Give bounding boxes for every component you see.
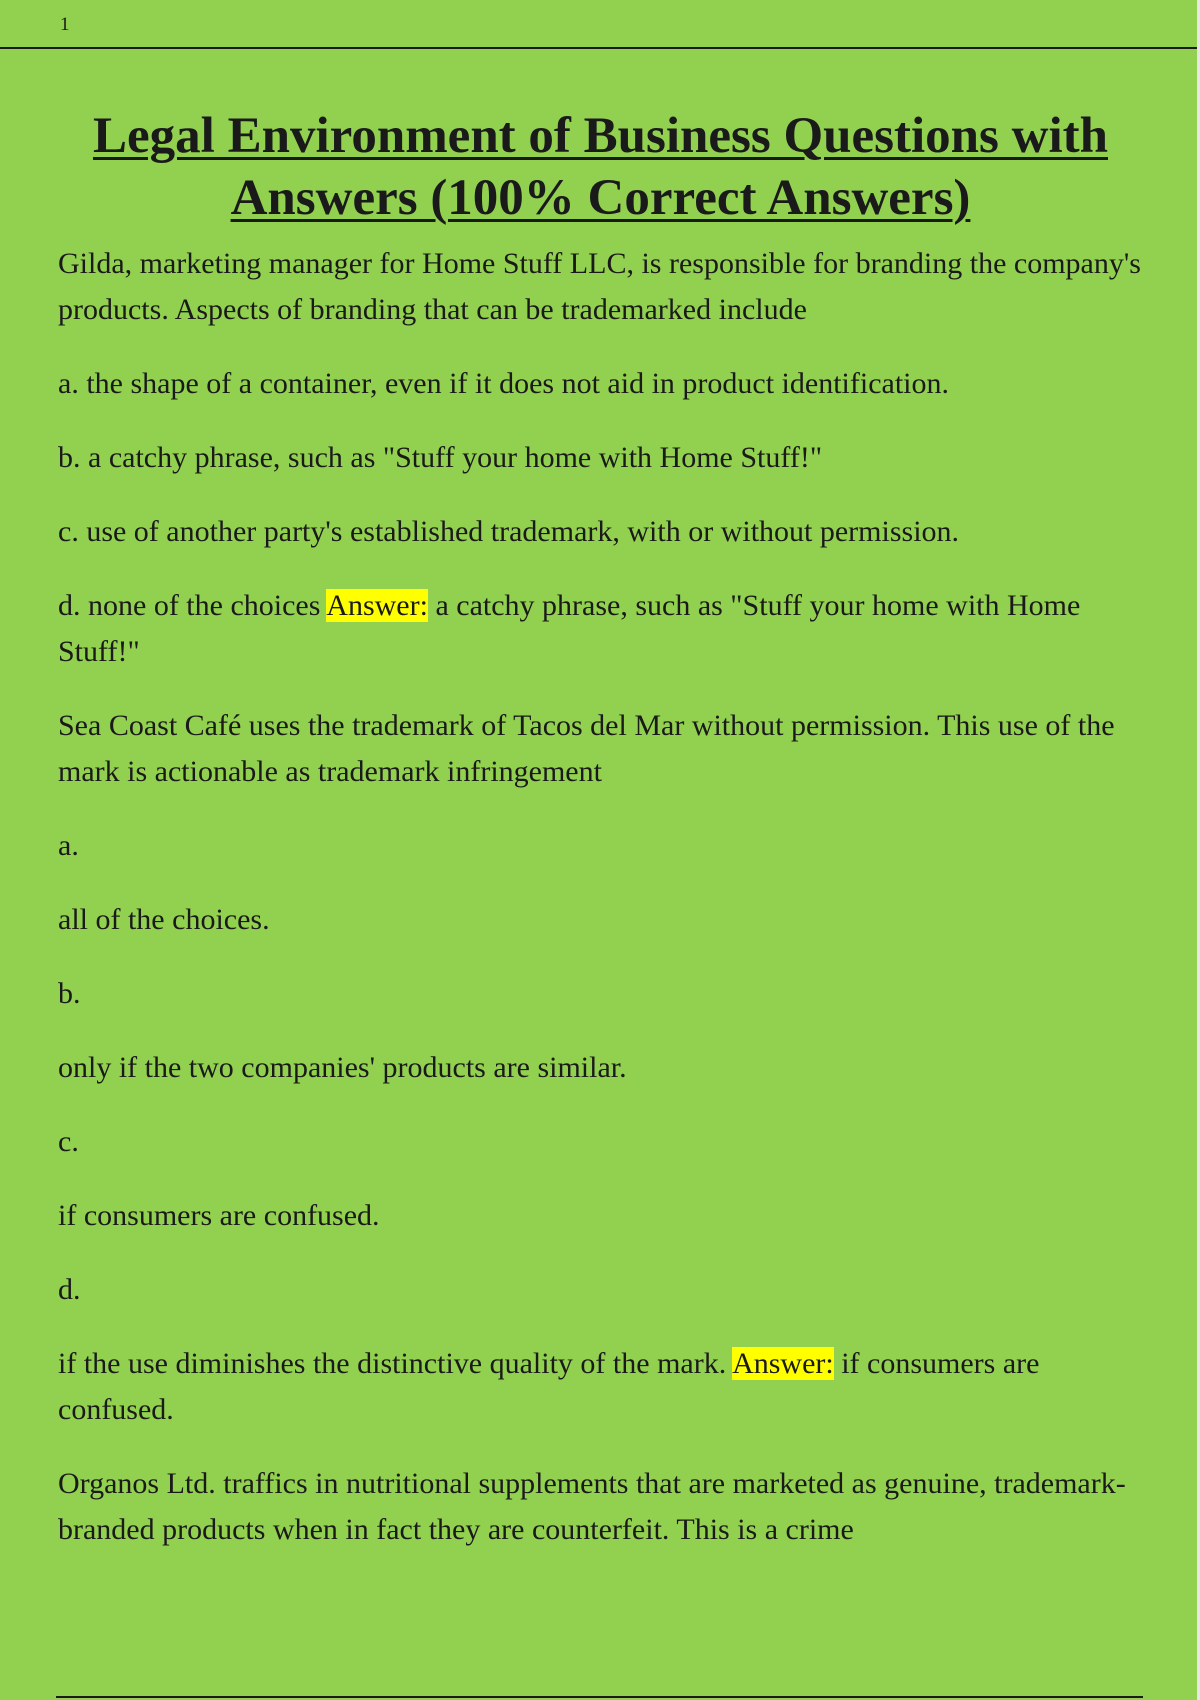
q2-option-b-text: only if the two companies' products are similar. [58,1051,627,1084]
q2-option-d-with-answer [58,1341,1143,1433]
q2-answer-label: Answer: [732,1347,834,1380]
q1-option-d: d. none of the choices [58,589,321,622]
q2-option-b-letter: b. [58,977,81,1010]
q2-option-a-text: all of the choices. [58,903,270,936]
q2-option-d-text: if the use diminishes the distinctive quality of the mark. [58,1347,727,1380]
q2-option-c-letter: c. [58,1125,79,1158]
q1-option-d-with-answer [58,583,1143,675]
q2-answer-text: if consumers are confused. [58,1347,1040,1426]
q1-question: Gilda, marketing manager for Home Stuff LLC, is responsible for branding the company's products. Aspects of branding that can be trademarked include [58,247,1141,326]
q1-option-b: b. a catchy phrase, such as "Stuff your home with Home Stuff!" [58,441,823,474]
q2-option-d-letter: d. [58,1273,81,1306]
q2-option-c-text: if consumers are confused. [58,1199,380,1232]
title-line-2: Answers (100% Correct Answers) [230,170,971,226]
q1-option-c: c. use of another party's established trademark, with or without permission. [58,515,960,548]
q1-answer-label: Answer: [326,589,428,622]
q1-answer-text: a catchy phrase, such as "Stuff your home with Home Stuff!" [58,589,1081,668]
footer-rule [56,1696,1143,1698]
q1-option-a: a. the shape of a container, even if it does not aid in product identification. [58,367,950,400]
q2-question: Sea Coast Café uses the trademark of Tacos del Mar without permission. This use of the mark is actionable as trademark infringement [58,709,1115,788]
q3-question: Organos Ltd. traffics in nutritional supplements that are marketed as genuine, trademark-branded products when in fact they are counterfeit. This is a crime [58,1467,1126,1546]
title-line-1: Legal Environment of Business Questions with [93,108,1108,164]
document-title [58,105,1143,229]
header-rule [0,47,1200,49]
document-body [58,105,1143,1581]
page-number: 1 [60,14,70,35]
q2-option-a-letter: a. [58,829,79,862]
